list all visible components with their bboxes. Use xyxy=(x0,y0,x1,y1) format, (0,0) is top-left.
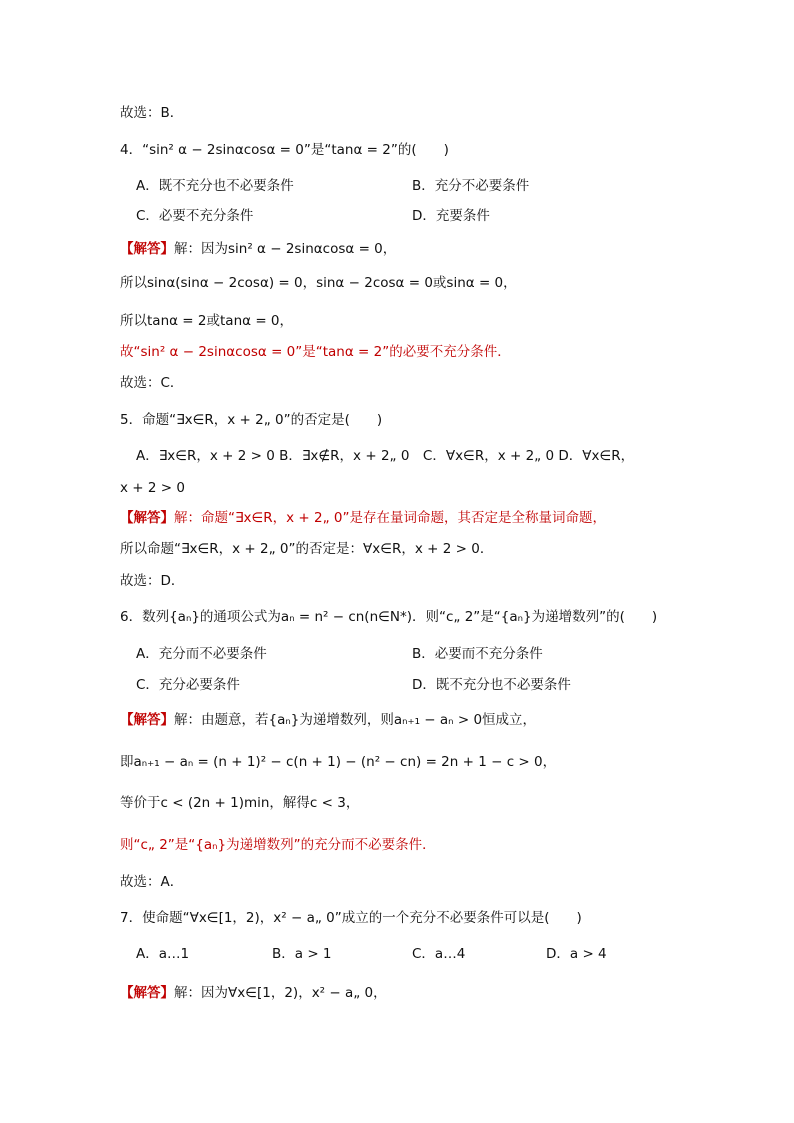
question-6-solution-1: 【解答】解：由题意，若{aₙ}为递增数列，则aₙ₊₁ − aₙ > 0恒成立， xyxy=(120,712,537,728)
question-5-solution-3: 故选：D． xyxy=(120,573,185,589)
question-5-solution-1: 【解答】解：命题“∃x∈R，x + 2„ 0”是存在量词命题，其否定是全称量词命题， xyxy=(120,510,606,526)
answer-line: 故选：B． xyxy=(120,105,184,121)
question-4-option-c: C．必要不充分条件 xyxy=(136,208,254,224)
solution-tag: 【解答】 xyxy=(120,985,174,1001)
question-7-stem: 7．使命题“∀x∈[1，2)，x² − a„ 0”成立的一个充分不必要条件可以是( ) xyxy=(120,910,582,926)
question-6-option-a: A．充分而不必要条件 xyxy=(136,646,267,662)
question-6-stem: 6．数列{aₙ}的通项公式为aₙ = n² − cn(n∈N*)．则“c„ 2”是“{aₙ}为递增数列”的( ) xyxy=(120,609,658,625)
solution-tag: 【解答】 xyxy=(120,241,174,257)
question-4-solution-5: 故选：C． xyxy=(120,375,184,391)
question-4-option-d: D．充要条件 xyxy=(412,208,490,224)
question-7-option-a: A．a…1 xyxy=(136,946,190,962)
question-4-solution-1: 【解答】解：因为sin² α − 2sinαcosα = 0， xyxy=(120,241,397,257)
question-7-solution-1: 【解答】解：因为∀x∈[1，2)，x² − a„ 0， xyxy=(120,985,387,1001)
question-7-option-b: B．a > 1 xyxy=(272,946,332,962)
question-5-stem: 5．命题“∃x∈R，x + 2„ 0”的否定是( ) xyxy=(120,412,383,428)
question-4-stem: 4．“sin² α − 2sinαcosα = 0”是“tanα = 2”的( ) xyxy=(120,142,449,158)
question-4-solution-2: 所以sinα(sinα − 2cosα) = 0，sinα − 2cosα = 0或sinα = 0， xyxy=(120,275,517,291)
question-5-options-cont: x + 2 > 0 xyxy=(120,480,185,496)
question-6-solution-4: 则“c„ 2”是“{aₙ}为递增数列”的充分而不必要条件． xyxy=(120,837,436,853)
question-6-option-c: C．充分必要条件 xyxy=(136,677,240,693)
question-7-option-c: C．a…4 xyxy=(412,946,466,962)
question-7-option-d: D．a > 4 xyxy=(546,946,607,962)
question-6-solution-3: 等价于c < (2n + 1)min，解得c < 3， xyxy=(120,795,360,811)
question-5-options: A．∃x∈R，x + 2 > 0 B．∃x∉R，x + 2„ 0 C．∀x∈R，x + 2„ 0 D．∀x∈R， xyxy=(136,448,635,464)
question-6-option-d: D．既不充分也不必要条件 xyxy=(412,677,571,693)
question-6-solution-2: 即aₙ₊₁ − aₙ = (n + 1)² − c(n + 1) − (n² − cn) = 2n + 1 − c > 0， xyxy=(120,754,557,770)
question-4-solution-4: 故“sin² α − 2sinαcosα = 0”是“tanα = 2”的必要不充分条件． xyxy=(120,344,511,360)
question-6-option-b: B．必要而不充分条件 xyxy=(412,646,543,662)
question-4-solution-3: 所以tanα = 2或tanα = 0， xyxy=(120,313,294,329)
question-5-solution-2: 所以命题“∃x∈R，x + 2„ 0”的否定是：∀x∈R，x + 2 > 0． xyxy=(120,541,494,557)
solution-tag: 【解答】 xyxy=(120,510,174,526)
question-4-option-b: B．充分不必要条件 xyxy=(412,178,530,194)
question-6-solution-5: 故选：A． xyxy=(120,874,184,890)
solution-tag: 【解答】 xyxy=(120,712,174,728)
question-4-option-a: A．既不充分也不必要条件 xyxy=(136,178,294,194)
